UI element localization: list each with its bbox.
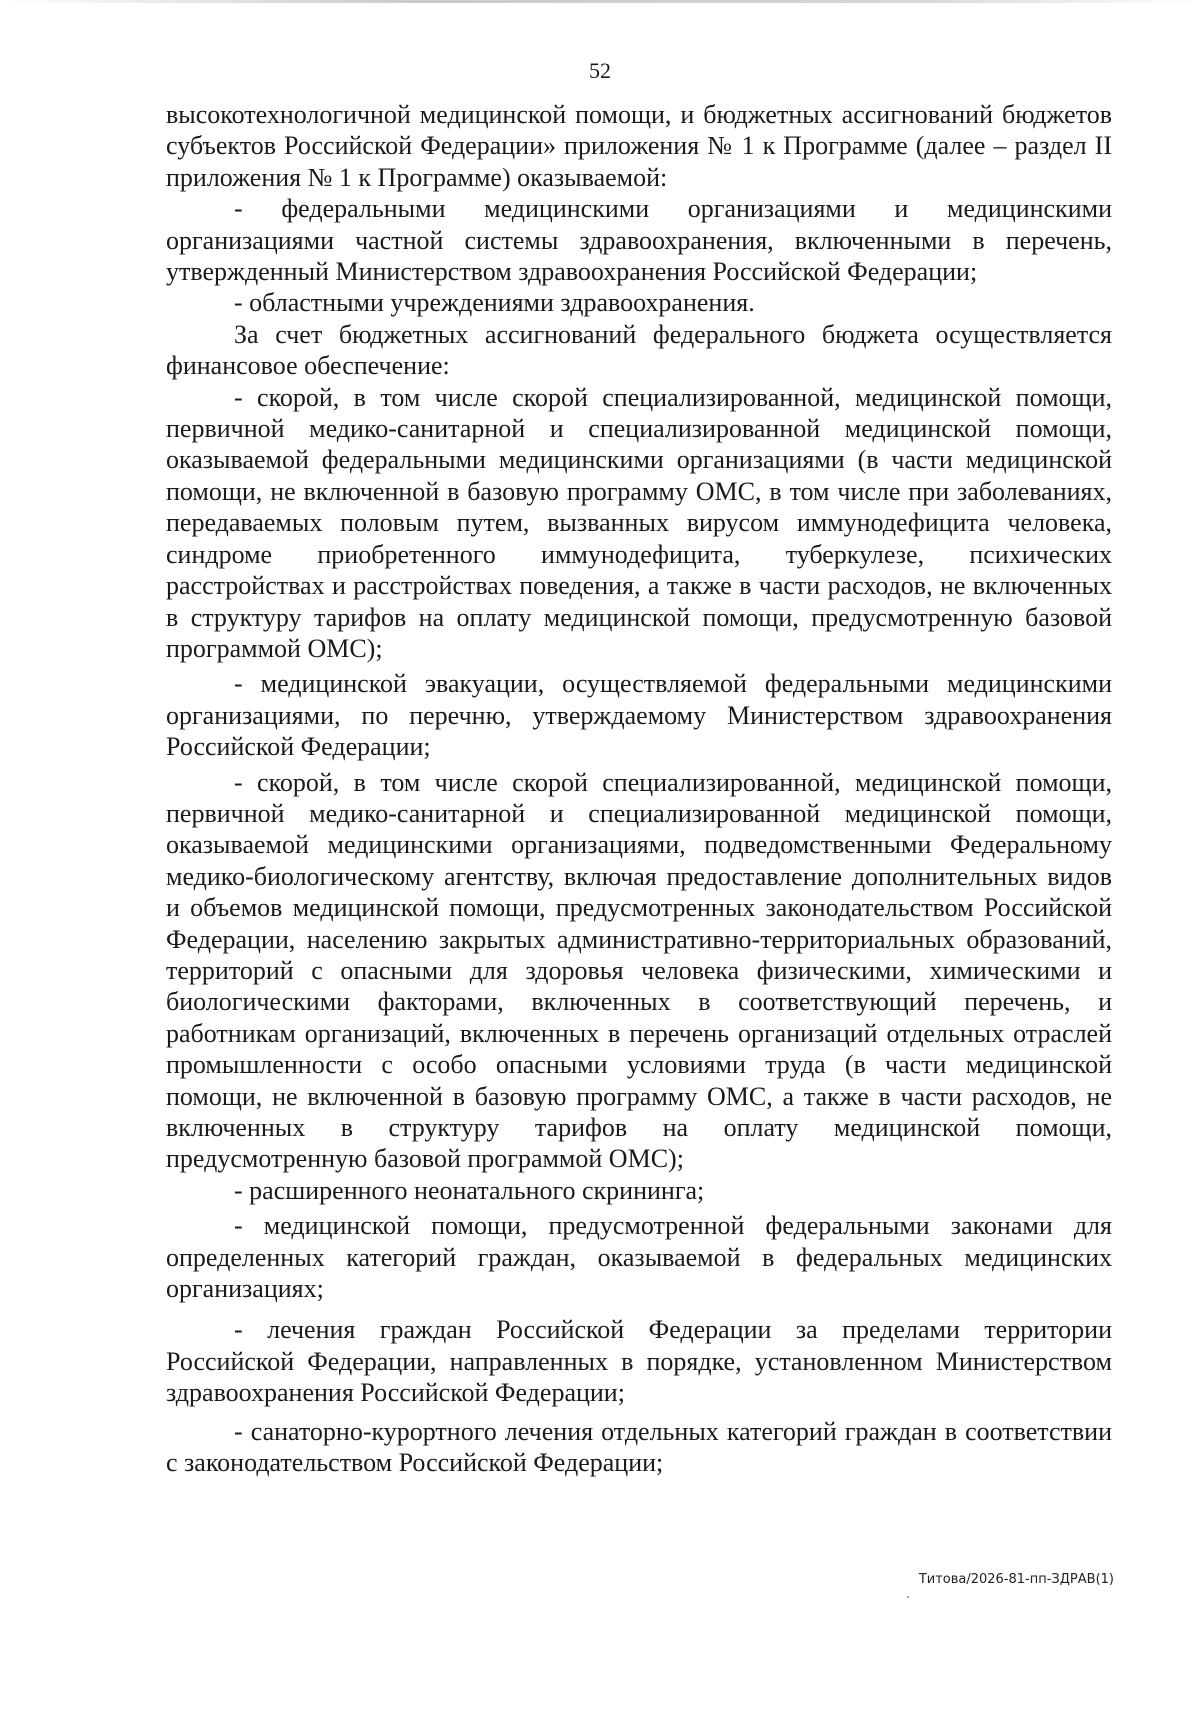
paragraph-federal-law-categories: - медицинской помощи, предусмотренной федеральными законами для определенных категорий граждан, оказываемой в федеральных медицинских организациях;	[166, 1211, 1112, 1304]
paragraph-sanatorium-treatment: - санаторно-курортного лечения отдельных категорий граждан в соответствии с законодательством Российской Федерации;	[166, 1416, 1112, 1478]
paragraph-federal-organizations: - федеральными медицинскими организациями и медицинскими организациями частной системы здравоохранения, включенными в перечень, утвержденный Министерством здравоохранения Российской Федерации;	[166, 194, 1112, 287]
paragraph-emergency-care-federal: - скорой, в том числе скорой специализированной, медицинской помощи, первичной медико-санитарной и специализированной медицинской помощи, оказываемой федеральными медицинскими организациями (в части медицинской помощи, не включенной в базовую программу ОМС, в том числе при заболеваниях, передаваемых половым путем, вызванных вирусом иммунодефицита человека, синдроме приобретенного иммунодефицита, туберкулезе, психических расстройствах и расстройствах поведения, а также в части расходов, не включенных в структуру тарифов на оплату медицинской помощи, предусмотренную базовой программой ОМС);	[166, 382, 1112, 663]
paragraph-treatment-abroad: - лечения граждан Российской Федерации за пределами территории Российской Федерации, направленных в порядке, установленном Министерством здравоохранения Российской Федерации;	[166, 1315, 1112, 1408]
paragraph-regional-institutions: - областными учреждениями здравоохранения.	[234, 288, 755, 318]
scan-top-edge	[0, 0, 1200, 3]
paragraph-section-continuation: высокотехнологичной медицинской помощи, и бюджетных ассигнований бюджетов субъектов Российской Федерации» приложения № 1 к Программе (далее – раздел II приложения № 1 к Программе) оказываемой:	[166, 100, 1112, 192]
paragraph-medical-evacuation: - медицинской эвакуации, осуществляемой федеральными медицинскими организациями, по перечню, утверждаемому Министерством здравоохранения Российской Федерации;	[166, 669, 1112, 762]
document-registration-code: Титова/2026-81-пп-ЗДРАВ(1)	[918, 1572, 1114, 1587]
document-body	[166, 99, 1112, 1478]
paragraph-neonatal-screening: - расширенного неонатального скрининга;	[234, 1175, 705, 1205]
paragraph-federal-budget-intro: За счет бюджетных ассигнований федерального бюджета осуществляется финансовое обеспечение:	[166, 319, 1112, 381]
paragraph-emergency-care-fmba: - скорой, в том числе скорой специализированной, медицинской помощи, первичной медико-санитарной и специализированной медицинской помощи, оказываемой медицинскими организациями, подведомственными Федеральному медико-биологическому агентству, включая предоставление дополнительных видов и объемов медицинской помощи, предусмотренных законодательством Российской Федерации, населению закрытых административно-территориальных образований, территорий с опасными для здоровья человека физическими, химическими и биологическими факторами, включенных в соответствующий перечень, и работникам организаций, включенных в перечень организаций отдельных отраслей промышленности с особо опасными условиями труда (в части медицинской помощи, не включенной в базовую программу ОМС, а также в части расходов, не включенных в структуру тарифов на оплату медицинской помощи, предусмотренную базовой программой ОМС);	[166, 767, 1112, 1174]
page-number: 52	[589, 58, 611, 83]
scan-speck	[907, 1596, 909, 1598]
